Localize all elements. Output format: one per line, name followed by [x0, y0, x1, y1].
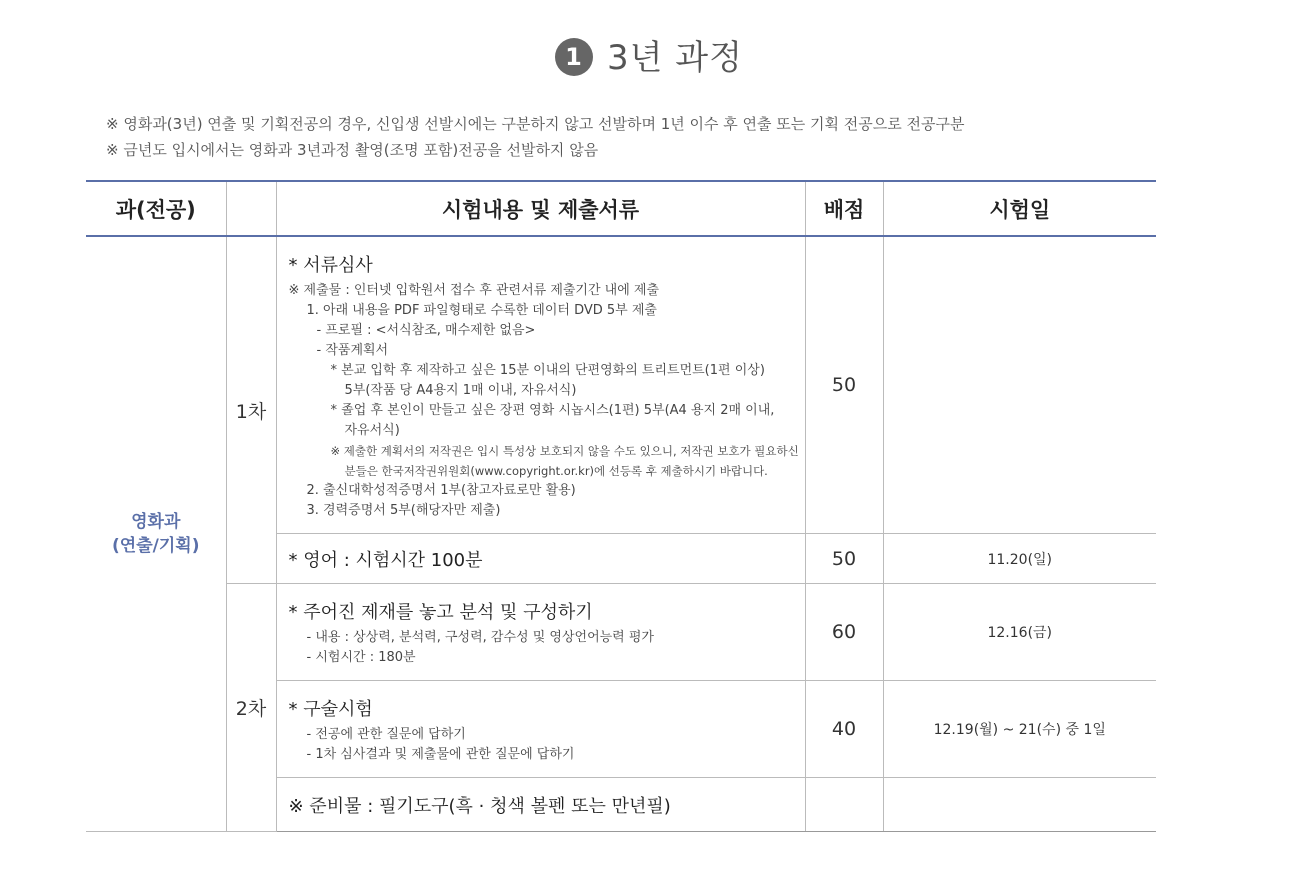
- title-text: 3년 과정: [607, 38, 743, 78]
- list-item: 분들은 한국저작권위원회(www.copyright.or.kr)에 선등록 후 제출하시기 바랍니다.: [344, 464, 768, 478]
- major-cell: [86, 236, 226, 832]
- analysis-date: 12.16(금): [883, 584, 1156, 681]
- list-item: 5부(작품 당 A4용지 1매 이내, 자유서식): [344, 383, 577, 398]
- list-item: - 전공에 관한 질문에 답하기: [306, 727, 466, 742]
- list-item: 2. 출신대학성적증명서 1부(참고자료로만 활용): [306, 483, 576, 498]
- major-name: 영화과: [131, 512, 181, 532]
- table-row: [86, 236, 1156, 534]
- list-item: - 1차 심사결과 및 제출물에 관한 질문에 답하기: [306, 747, 575, 762]
- note-line: ※ 영화과(3년) 연출 및 기획전공의 경우, 신입생 선발시에는 구분하지 않고 선발하며 1년 이수 후 연출 또는 기획 전공으로 전공구분: [106, 115, 965, 133]
- header-round: [226, 181, 276, 236]
- doc-review-cell: [276, 236, 805, 534]
- list-item: - 시험시간 : 180분: [306, 650, 416, 665]
- table-row: [86, 584, 1156, 681]
- list-item: 자유서식): [344, 423, 400, 438]
- doc-review-heading: * 서류심사: [288, 255, 373, 276]
- list-item: 3. 경력증명서 5부(해당자만 제출): [306, 503, 501, 518]
- english-cell: [276, 534, 805, 584]
- header-content: 시험내용 및 제출서류: [276, 181, 805, 236]
- analysis-score: 60: [805, 584, 883, 681]
- header-date: 시험일: [883, 181, 1156, 236]
- list-item: ※ 제출물 : 인터넷 입학원서 접수 후 관련서류 제출기간 내에 제출: [288, 283, 660, 298]
- list-item: * 졸업 후 본인이 만들고 싶은 장편 영화 시놉시스(1편) 5부(A4 용지 2매 이내,: [330, 403, 775, 418]
- list-item: - 작품계획서: [316, 343, 389, 358]
- supplies-date: [883, 778, 1156, 832]
- list-item: - 내용 : 상상력, 분석력, 구성력, 감수성 및 영상언어능력 평가: [306, 630, 654, 645]
- table-header-row: [86, 181, 1156, 236]
- page-title: [0, 30, 1298, 79]
- header-major: 과(전공): [86, 181, 226, 236]
- exam-table: [86, 180, 1156, 832]
- oral-score: 40: [805, 681, 883, 778]
- notes: [106, 111, 964, 163]
- oral-date: 12.19(월) ~ 21(수) 중 1일: [883, 681, 1156, 778]
- english-score: 50: [805, 534, 883, 584]
- round-2-label: 2차: [226, 584, 276, 832]
- analysis-cell: [276, 584, 805, 681]
- list-item: ※ 제출한 계획서의 저작권은 입시 특성상 보호되지 않을 수도 있으니, 저작권 보호가 필요하신: [330, 444, 799, 458]
- header-score: 배점: [805, 181, 883, 236]
- doc-review-date: [883, 236, 1156, 534]
- round-1-label: 1차: [226, 236, 276, 584]
- list-item: * 본교 입학 후 제작하고 싶은 15분 이내의 단편영화의 트리트먼트(1편 이상): [330, 363, 765, 378]
- list-item: 1. 아래 내용을 PDF 파일형태로 수록한 데이터 DVD 5부 제출: [306, 303, 657, 318]
- analysis-heading: * 주어진 제재를 놓고 분석 및 구성하기: [288, 602, 593, 623]
- oral-heading: * 구술시험: [288, 699, 373, 720]
- supplies-text: ※ 준비물 : 필기도구(흑 · 청색 볼펜 또는 만년필): [288, 795, 671, 817]
- note-line: ※ 금년도 입시에서는 영화과 3년과정 촬영(조명 포함)전공을 선발하지 않음: [106, 141, 599, 159]
- oral-cell: [276, 681, 805, 778]
- major-track: (연출/기획): [112, 536, 200, 556]
- supplies-cell: [276, 778, 805, 832]
- list-item: - 프로필 : <서식참조, 매수제한 없음>: [316, 323, 536, 338]
- english-heading: * 영어 : 시험시간 100분: [288, 549, 483, 571]
- number-badge: 1: [555, 38, 593, 76]
- english-date: 11.20(일): [883, 534, 1156, 584]
- supplies-score: [805, 778, 883, 832]
- doc-review-score: 50: [805, 236, 883, 534]
